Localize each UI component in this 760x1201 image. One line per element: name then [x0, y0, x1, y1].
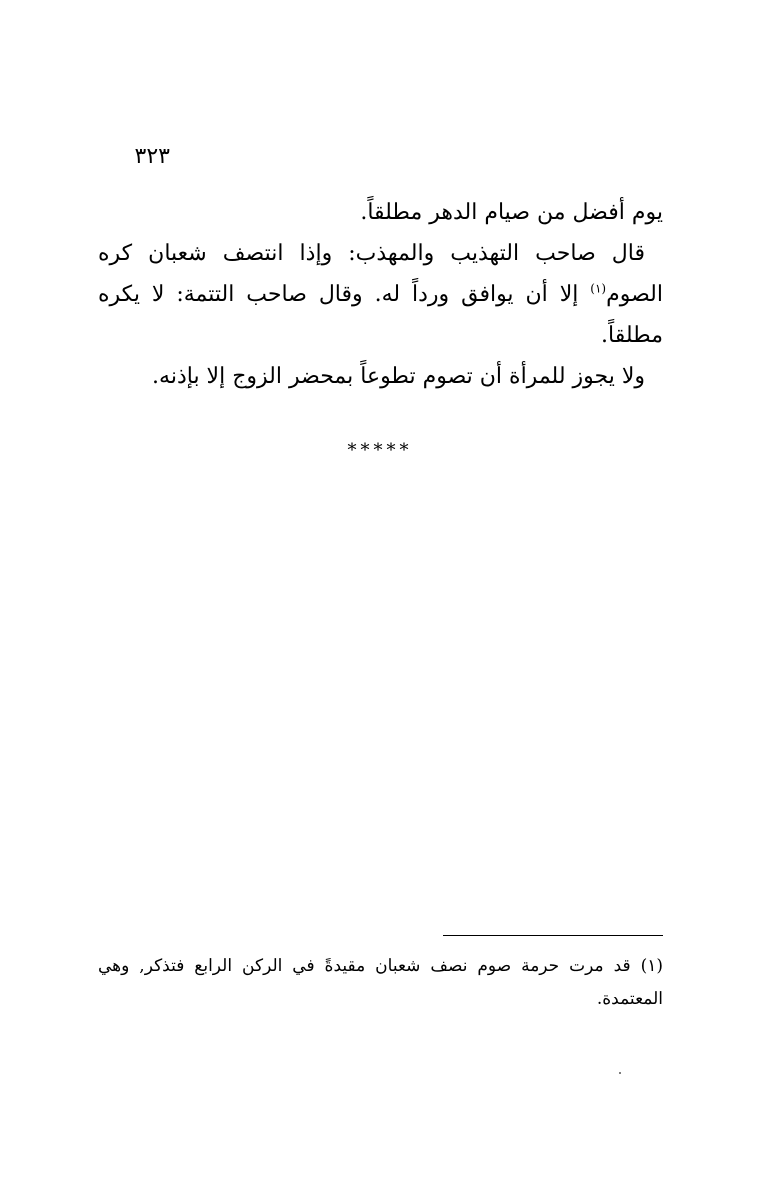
footnote-reference[interactable]: (١): [590, 281, 607, 296]
paragraph-3: ولا يجوز للمرأة أن تصوم تطوعاً بمحضر الزوج إلا بإذنه.: [152, 364, 645, 389]
paragraph-2-text-end: إلا أن يوافق ورداً له. وقال صاحب التتمة: لا يكره مطلقاً.: [98, 282, 663, 348]
footnotes: [98, 950, 663, 1016]
paragraph-1: يوم أفضل من صيام الدهر مطلقاً.: [360, 200, 663, 225]
paragraph-2-text-start: قال صاحب التهذيب والمهذب: وإذا انتصف شعبان كره الصوم: [98, 241, 663, 307]
footnote-1: (١) قد مرت حرمة صوم نصف شعبان مقيدةً في الركن الرابع فتذكر, وهي المعتمدة.: [98, 956, 663, 1009]
scan-speck: [619, 1072, 621, 1074]
main-text: [98, 192, 663, 397]
footnote-divider: [443, 935, 663, 936]
section-separator: *****: [347, 440, 413, 461]
page-number: ٣٢٣: [134, 144, 170, 169]
paragraph-2: [98, 233, 663, 356]
